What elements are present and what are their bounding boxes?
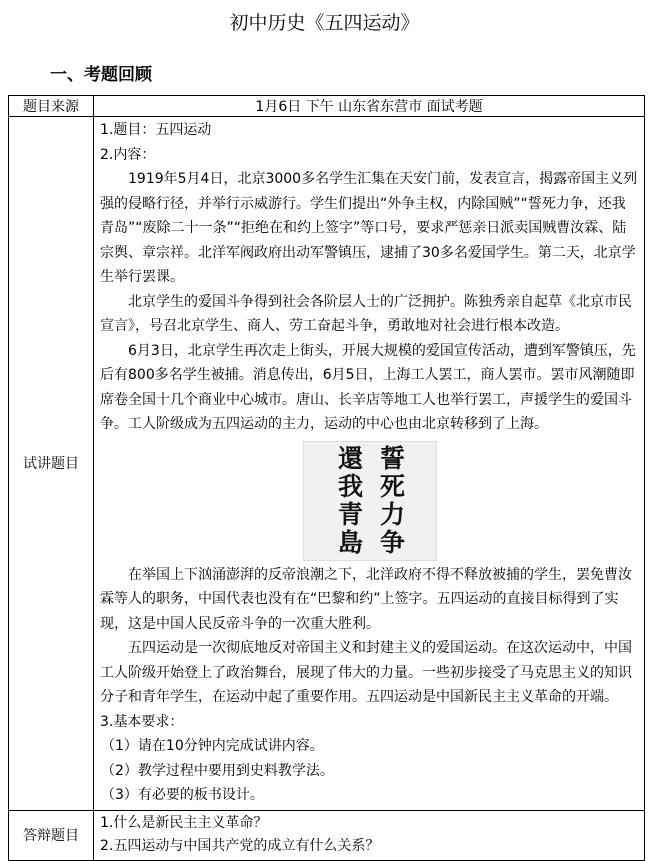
paragraph: 在举国上下汹涌澎湃的反帝浪潮之下，北洋政府不得不释放被捕的学生，罢免曹汝霖等人的职务，中国代表也没有在“巴黎和约”上签字。五四运动的直接目标得到了实现，这是中国人民反帝斗争的一次重大胜利。 [100, 566, 632, 632]
source-label: 题目来源 [9, 96, 94, 117]
calligraphy-right-column: 誓死力争 [376, 444, 406, 557]
content-label: 2.内容： [100, 146, 156, 163]
requirement: （1）请在10分钟内完成试讲内容。 [101, 738, 324, 754]
paragraph: 北京学生的爱国斗争得到社会各阶层人士的广泛拥护。陈独秀亲自起草《北京市民宣言》，号召北京学生、商人、劳工奋起斗争，勇敢地对社会进行根本改造。 [100, 293, 632, 334]
lecture-row [9, 117, 645, 811]
topic: 1.题目：五四运动 [100, 122, 212, 138]
lecture-content [94, 117, 645, 811]
lecture-label: 试讲题目 [9, 117, 94, 811]
question: 2.五四运动与中国共产党的成立有什么关系？ [100, 837, 380, 854]
paragraph: 1919年5月4日，北京3000多名学生汇集在天安门前，发表宣言，揭露帝国主义列强的侵略行径，并举行示威游行。学生们提出“外争主权，内除国贼”“誓死力争，还我青岛”“废除二十一条”“拒绝在和约上签字”等口号，要求严惩亲日派卖国贼曹汝霖、陆宗舆、章宗祥。北洋军阀政府出动军警镇压，逮捕了30多名爱国学生。第二天，北京学生举行罢课。 [100, 171, 638, 285]
exam-table [8, 95, 645, 861]
defense-label: 答辩题目 [9, 810, 94, 860]
source-value: 1月6日 下午 山东省东营市 面试考题 [94, 96, 645, 117]
paragraph: 五四运动是一次彻底地反对帝国主义和封建主义的爱国运动。在这次运动中，中国工人阶级开始登上了政治舞台，展现了伟大的力量。一些初步接受了马克思主义的知识分子和青年学生，在运动中起了重要作用。五四运动是中国新民主主义革命的开端。 [100, 640, 632, 705]
paragraph: 6月3日，北京学生再次走上街头，开展大规模的爱国宣传活动，遭到军警镇压，先后有800多名学生被捕。消息传出，6月5日，上海工人罢工，商人罢市。罢市风潮随即席卷全国十几个商业中心城市。唐山、长辛店等地工人也举行罢工，声援学生的爱国斗争。工人阶级成为五四运动的主力，运动的中心也由北京转移到了上海。 [100, 342, 636, 432]
defense-row [9, 810, 645, 860]
calligraphy-left-column: 還我青島 [334, 444, 364, 557]
calligraphy-image [303, 441, 437, 561]
defense-questions [94, 810, 645, 860]
requirements-label: 3.基本要求： [100, 713, 184, 730]
requirement: （2）教学过程中要用到史料教学法。 [101, 762, 334, 779]
source-row [9, 96, 645, 117]
requirement: （3）有必要的板书设计。 [101, 787, 264, 803]
question: 1.什么是新民主主义革命？ [100, 814, 268, 831]
document-title: 初中历史《五四运动》 [229, 12, 420, 34]
section-heading: 一、考题回顾 [50, 65, 152, 85]
